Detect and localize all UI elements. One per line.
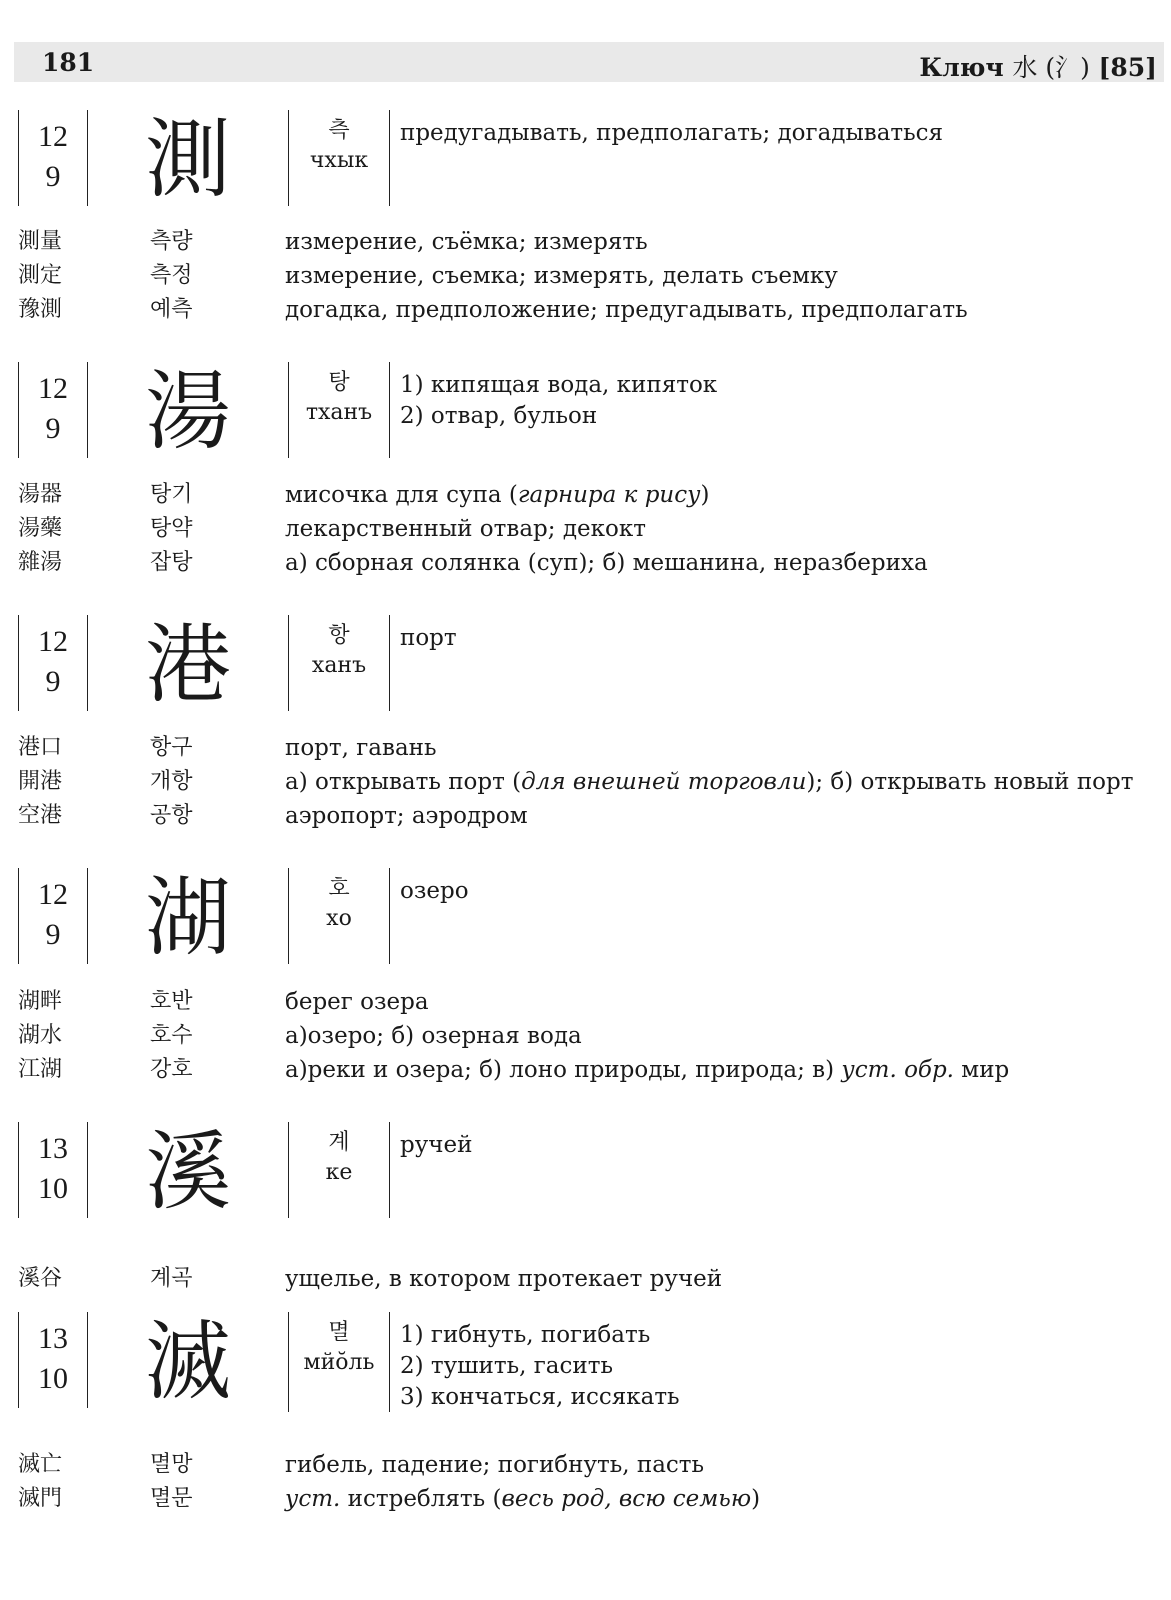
meaning-block <box>400 876 1160 907</box>
compound-hangul: 강호 <box>150 1057 193 1082</box>
compound-hangul: 개항 <box>150 769 193 794</box>
headword-character: 湖 <box>145 868 231 968</box>
compound-translation: измерение, съёмка; измерять <box>285 229 648 255</box>
stroke-count-box <box>18 615 88 711</box>
compound-row <box>0 225 1171 259</box>
compound-hangul: 호수 <box>150 1023 193 1048</box>
headword-character: 湯 <box>145 362 231 462</box>
compound-hanja: 測量 <box>18 229 63 254</box>
translation-text: истреблять ( <box>340 1486 502 1512</box>
stroke-count-total: 13 <box>38 1322 68 1355</box>
headword-character: 滅 <box>145 1312 231 1412</box>
compound-translation: гибель, падение; погибнуть, пасть <box>285 1452 705 1478</box>
translation-italic: гарнира к рису <box>517 482 701 508</box>
running-head-prefix: Ключ <box>919 53 1013 82</box>
compound-hanja: 港口 <box>18 735 63 760</box>
compound-translation <box>285 765 1165 799</box>
compound-hanja: 江湖 <box>18 1057 63 1082</box>
meaning-block <box>400 1130 1160 1161</box>
stroke-count-box <box>18 1312 88 1408</box>
compound-translation: измерение, съемка; измерять, делать съемку <box>285 263 838 289</box>
headword-character: 測 <box>145 110 231 210</box>
compound-translation: берег озера <box>285 989 429 1015</box>
compound-hanja: 空港 <box>18 803 63 828</box>
russian-transcription: мйŏль <box>303 1350 375 1375</box>
compound-hanja: 湯器 <box>18 482 63 507</box>
russian-transcription: ханъ <box>311 653 367 678</box>
compound-hangul: 탕약 <box>150 516 193 541</box>
translation-text: а)реки и озера; б) лоно природы, природа; в) <box>285 1057 842 1083</box>
compound-translation <box>285 478 1165 512</box>
compound-hangul: 예측 <box>150 297 193 322</box>
compound-hanja: 溪谷 <box>18 1266 63 1291</box>
meaning-line: озеро <box>400 878 469 904</box>
compound-translation: порт, гавань <box>285 735 437 761</box>
compound-hanja: 滅亡 <box>18 1452 63 1477</box>
translation-text: ); б) открывать новый порт <box>806 769 1134 795</box>
korean-reading: 계 <box>328 1130 350 1155</box>
compound-row <box>0 731 1171 765</box>
translation-italic: для внешней торговли <box>521 769 807 795</box>
stroke-count-total: 13 <box>38 1132 68 1165</box>
compound-row <box>0 1448 1171 1482</box>
compound-hangul: 탕기 <box>150 482 193 507</box>
reading-box <box>288 1122 390 1218</box>
compound-hanja: 豫測 <box>18 297 63 322</box>
running-head <box>919 48 1157 84</box>
stroke-count-box <box>18 362 88 458</box>
translation-text: мир <box>954 1057 1010 1083</box>
meaning-line: ручей <box>400 1132 473 1158</box>
page-number: 181 <box>42 48 95 77</box>
meaning-line: 2) тушить, гасить <box>400 1353 613 1379</box>
compound-hangul: 멸문 <box>150 1486 193 1511</box>
compound-row <box>0 1019 1171 1053</box>
compound-hangul: 측량 <box>150 229 193 254</box>
compound-translation <box>285 1482 1165 1516</box>
korean-reading: 멸 <box>328 1320 350 1345</box>
compound-hangul: 잡탕 <box>150 550 193 575</box>
korean-reading: 탕 <box>328 370 350 395</box>
compound-translation: аэропорт; аэродром <box>285 803 528 829</box>
meaning-line: 3) кончаться, иссякать <box>400 1384 680 1410</box>
compound-hangul: 멸망 <box>150 1452 193 1477</box>
compound-row <box>0 259 1171 293</box>
stroke-count-box <box>18 110 88 206</box>
stroke-count-extra: 10 <box>38 1362 68 1395</box>
meaning-block <box>400 118 1160 149</box>
reading-box <box>288 868 390 964</box>
compound-translation: догадка, предположение; предугадывать, предполагать <box>285 297 968 323</box>
translation-text: а) открывать порт ( <box>285 769 522 795</box>
russian-transcription: ке <box>325 1160 353 1185</box>
compound-hanja: 雜湯 <box>18 550 63 575</box>
stroke-count-extra: 9 <box>45 412 61 445</box>
headword-character: 港 <box>145 615 231 715</box>
compound-row <box>0 546 1171 580</box>
stroke-count-total: 12 <box>38 372 68 405</box>
stroke-count-box <box>18 868 88 964</box>
compound-hanja: 測定 <box>18 263 63 288</box>
compound-translation: а) сборная солянка (суп); б) мешанина, неразбериха <box>285 550 928 576</box>
running-head-code: [85] <box>1089 53 1157 82</box>
compound-hanja: 開港 <box>18 769 63 794</box>
meaning-line: 1) кипящая вода, кипяток <box>400 372 718 398</box>
compound-row <box>0 1053 1171 1087</box>
meaning-line: 2) отвар, бульон <box>400 403 598 429</box>
compound-hanja: 滅門 <box>18 1486 63 1511</box>
compound-hangul: 계곡 <box>150 1266 193 1291</box>
stroke-count-extra: 9 <box>45 665 61 698</box>
meaning-line: 1) гибнуть, погибать <box>400 1322 651 1348</box>
stroke-count-total: 12 <box>38 625 68 658</box>
compound-hanja: 湯藥 <box>18 516 63 541</box>
stroke-count-box <box>18 1122 88 1218</box>
compound-translation: лекарственный отвар; декокт <box>285 516 646 542</box>
russian-transcription: чхык <box>309 148 369 173</box>
compound-row <box>0 293 1171 327</box>
russian-transcription: хо <box>326 906 352 931</box>
meaning-line: предугадывать, предполагать; догадываться <box>400 120 944 146</box>
translation-text: ) <box>751 1486 761 1512</box>
translation-italic: уст. обр. <box>841 1057 954 1083</box>
reading-box <box>288 362 390 458</box>
compound-row <box>0 799 1171 833</box>
compound-hanja: 湖水 <box>18 1023 63 1048</box>
compound-hangul: 측정 <box>150 263 193 288</box>
translation-text: ) <box>700 482 710 508</box>
reading-box <box>288 615 390 711</box>
translation-italic: уст. <box>285 1486 341 1512</box>
meaning-block <box>400 1320 1160 1413</box>
compound-row <box>0 478 1171 512</box>
compound-row <box>0 1262 1171 1296</box>
compound-hangul: 항구 <box>150 735 193 760</box>
compound-row <box>0 1482 1171 1516</box>
korean-reading: 측 <box>328 118 350 143</box>
headword-character: 溪 <box>145 1122 231 1222</box>
stroke-count-total: 12 <box>38 878 68 911</box>
korean-reading: 항 <box>328 623 350 648</box>
running-head-radical: 水 (氵) <box>1012 53 1090 82</box>
compound-hangul: 호반 <box>150 989 193 1014</box>
translation-text: мисочка для супа ( <box>285 482 518 508</box>
compound-translation: ущелье, в котором протекает ручей <box>285 1266 723 1292</box>
stroke-count-extra: 9 <box>45 918 61 951</box>
reading-box <box>288 110 390 206</box>
russian-transcription: тханъ <box>305 400 373 425</box>
compound-hanja: 湖畔 <box>18 989 63 1014</box>
translation-italic: весь род, всю семью <box>501 1486 752 1512</box>
compound-translation: а)озеро; б) озерная вода <box>285 1023 582 1049</box>
meaning-block <box>400 623 1160 654</box>
meaning-block <box>400 370 1160 432</box>
korean-reading: 호 <box>328 876 350 901</box>
stroke-count-extra: 10 <box>38 1172 68 1205</box>
meaning-line: порт <box>400 625 457 651</box>
compound-translation <box>285 1053 1165 1087</box>
compound-row <box>0 985 1171 1019</box>
compound-row <box>0 765 1171 799</box>
compound-row <box>0 512 1171 546</box>
stroke-count-extra: 9 <box>45 160 61 193</box>
compound-hangul: 공항 <box>150 803 193 828</box>
stroke-count-total: 12 <box>38 120 68 153</box>
reading-box <box>288 1312 390 1412</box>
